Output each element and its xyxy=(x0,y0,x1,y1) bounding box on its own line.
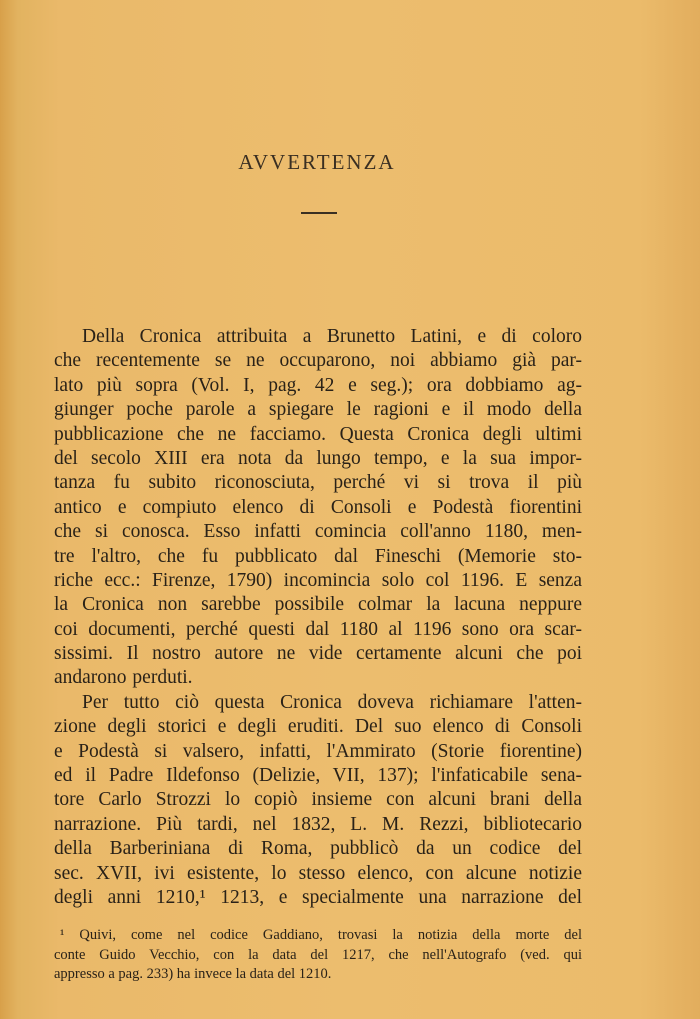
text-line: pubblicazione che ne facciamo. Questa Cronica degli ultimi xyxy=(54,423,582,445)
text-line: giunger poche parole a spiegare le ragioni e il modo della xyxy=(54,399,582,421)
footnote-line: conte Guido Vecchio, con la data del 1217, che nell'Autografo (ved. qui xyxy=(54,946,582,963)
text-line: andarono perduti. xyxy=(54,667,193,689)
text-line: lato più sopra (Vol. I, pag. 42 e seg.); ora dobbiamo ag- xyxy=(54,374,582,396)
text-line: sissimi. Il nostro autore ne vide certamente alcuni che poi xyxy=(54,643,582,665)
text-line: tanza fu subito riconosciuta, perché vi si trova il più xyxy=(54,472,582,494)
footnote-line: appresso a pag. 233) ha invece la data del 1210. xyxy=(54,966,332,982)
text-line: e Podestà si valsero, infatti, l'Ammirato (Storie fiorentine) xyxy=(54,740,582,762)
text-line: Della Cronica attribuita a Brunetto Latini, e di coloro xyxy=(82,326,582,347)
text-line: ed il Padre Ildefonso (Delizie, VII, 137); l'infaticabile sena- xyxy=(54,765,582,787)
text-line: coi documenti, perché questi dal 1180 al 1196 sono ora scar- xyxy=(54,618,582,640)
text-line: degli anni 1210,¹ 1213, e specialmente una narrazione del xyxy=(54,886,582,908)
text-line: Per tutto ciò questa Cronica doveva richiamare l'atten- xyxy=(82,691,582,713)
text-line: la Cronica non sarebbe possibile colmar la lacuna neppure xyxy=(54,594,582,616)
text-line: della Barberiniana di Roma, pubblicò da un codice del xyxy=(54,838,582,860)
page-heading: AVVERTENZA xyxy=(238,150,396,174)
text-line: sec. XVII, ivi esistente, lo stesso elenco, con alcune notizie xyxy=(54,862,582,884)
footnote xyxy=(54,926,582,985)
text-line: antico e compiuto elenco di Consoli e Podestà fiorentini xyxy=(54,496,582,518)
text-line: del secolo XIII era nota da lungo tempo, e la sua impor- xyxy=(54,447,582,469)
text-line: tore Carlo Strozzi lo copiò insieme con alcuni brani della xyxy=(54,789,582,811)
text-line: riche ecc.: Firenze, 1790) incomincia solo col 1196. E senza xyxy=(54,569,582,591)
body-text xyxy=(54,325,582,910)
text-line: tre l'altro, che fu pubblicato dal Fineschi (Memorie sto- xyxy=(54,545,582,567)
footnote-line: ¹ Quivi, come nel codice Gaddiano, trovasi la notizia della morte del xyxy=(60,927,582,943)
text-line: che recentemente se ne occuparono, noi abbiamo già par- xyxy=(54,350,582,372)
heading-rule xyxy=(301,212,337,214)
text-line: che si conosca. Esso infatti comincia coll'anno 1180, men- xyxy=(54,521,582,543)
text-line: narrazione. Più tardi, nel 1832, L. M. Rezzi, bibliotecario xyxy=(54,813,582,835)
text-line: zione degli storici e degli eruditi. Del suo elenco di Consoli xyxy=(54,716,582,738)
